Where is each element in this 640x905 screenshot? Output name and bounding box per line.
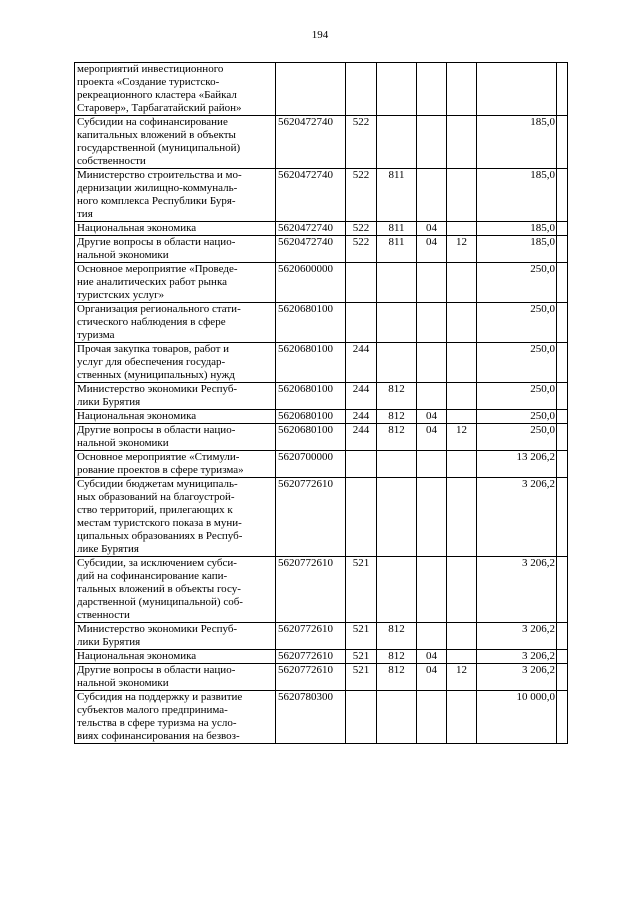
item-name-line: Национальная экономика [77,410,197,422]
item-name-line: субъектов малого предпринима- [77,704,228,716]
expense-type-cell: 522 [346,222,377,236]
expense-type-cell [346,303,377,343]
ministry-code-cell: 812 [377,424,417,451]
section-cell: 04 [417,650,447,664]
amount-cell: 3 206,2 [477,557,557,623]
section-cell [417,343,447,383]
item-name-cell [75,623,276,650]
ministry-code-cell [377,451,417,478]
item-name-line: Старовер», Тарбагатайский район» [77,102,242,114]
item-name-line: Министерство строительства и мо- [77,169,242,181]
section-cell [417,303,447,343]
item-name-line: Национальная экономика [77,222,197,234]
target-code-cell: 5620780300 [276,691,346,744]
subsection-cell [447,63,477,116]
extra-cell [557,424,568,451]
table-body [75,63,568,744]
amount-cell: 250,0 [477,410,557,424]
amount-cell: 10 000,0 [477,691,557,744]
item-name-line: нальной экономики [77,437,169,449]
target-code-cell: 5620680100 [276,424,346,451]
extra-cell [557,410,568,424]
item-name-line: Национальная экономика [77,650,197,662]
target-code-cell: 5620772610 [276,623,346,650]
table-row [75,263,568,303]
section-cell [417,451,447,478]
item-name-line: Основное мероприятие «Проведе- [77,263,238,275]
amount-cell: 185,0 [477,222,557,236]
extra-cell [557,222,568,236]
expense-type-cell [346,263,377,303]
expense-type-cell: 244 [346,410,377,424]
ministry-code-cell: 812 [377,650,417,664]
item-name-line: ство территорий, прилегающих к [77,504,233,516]
item-name-cell [75,451,276,478]
amount-cell: 185,0 [477,169,557,222]
table-row [75,623,568,650]
amount-cell: 250,0 [477,383,557,410]
expense-type-cell [346,691,377,744]
item-name-line: дарственной (муниципальной) соб- [77,596,243,608]
item-name-line: лике Бурятия [77,543,139,555]
extra-cell [557,664,568,691]
subsection-cell [447,410,477,424]
item-name-cell [75,263,276,303]
item-name-line: государственной (муниципальной) [77,142,241,154]
item-name-line: Министерство экономики Респуб- [77,383,238,395]
item-name-line: Субсидии бюджетам муниципаль- [77,478,238,490]
item-name-line: Прочая закупка товаров, работ и [77,343,230,355]
section-cell [417,623,447,650]
amount-cell: 3 206,2 [477,623,557,650]
item-name-line: ного комплекса Республики Буря- [77,195,236,207]
item-name-cell [75,557,276,623]
budget-table [74,62,568,744]
subsection-cell [447,263,477,303]
table-row [75,478,568,557]
extra-cell [557,236,568,263]
ministry-code-cell [377,478,417,557]
amount-cell: 250,0 [477,343,557,383]
extra-cell [557,263,568,303]
target-code-cell: 5620772610 [276,650,346,664]
item-name-line: проекта «Создание туристско- [77,76,220,88]
ministry-code-cell: 811 [377,236,417,263]
table-row [75,664,568,691]
ministry-code-cell: 812 [377,410,417,424]
target-code-cell: 5620772610 [276,664,346,691]
item-name-line: тальных вложений в объекты госу- [77,583,241,595]
subsection-cell [447,451,477,478]
section-cell [417,691,447,744]
item-name-line: собственности [77,155,146,167]
item-name-line: ственных (муниципальных) нужд [77,369,235,381]
item-name-cell [75,63,276,116]
item-name-line: тия [77,208,93,220]
item-name-line: ние аналитических работ рынка [77,276,228,288]
subsection-cell: 12 [447,424,477,451]
table-row [75,410,568,424]
item-name-line: ных образований на благоустрой- [77,491,235,503]
amount-cell: 3 206,2 [477,664,557,691]
item-name-line: Организация регионального стати- [77,303,241,315]
amount-cell: 250,0 [477,303,557,343]
item-name-cell [75,691,276,744]
target-code-cell: 5620472740 [276,236,346,263]
ministry-code-cell [377,116,417,169]
table-row [75,63,568,116]
item-name-line: Другие вопросы в области нацио- [77,664,236,676]
item-name-cell [75,478,276,557]
section-cell: 04 [417,236,447,263]
subsection-cell [447,343,477,383]
table-row [75,222,568,236]
item-name-line: стического наблюдения в сфере [77,316,226,328]
item-name-cell [75,303,276,343]
subsection-cell [447,623,477,650]
subsection-cell [447,478,477,557]
target-code-cell: 5620700000 [276,451,346,478]
extra-cell [557,650,568,664]
item-name-line: дий на софинансирование капи- [77,570,228,582]
target-code-cell: 5620680100 [276,383,346,410]
item-name-cell [75,169,276,222]
item-name-line: рование проектов в сфере туризма» [77,464,244,476]
item-name-line: рекреационного кластера «Байкал [77,89,237,101]
target-code-cell: 5620680100 [276,303,346,343]
subsection-cell: 12 [447,236,477,263]
ministry-code-cell [377,343,417,383]
section-cell [417,63,447,116]
extra-cell [557,343,568,383]
section-cell [417,116,447,169]
target-code-cell: 5620472740 [276,169,346,222]
expense-type-cell: 244 [346,383,377,410]
expense-type-cell [346,63,377,116]
extra-cell [557,557,568,623]
subsection-cell [447,557,477,623]
item-name-cell [75,116,276,169]
subsection-cell [447,222,477,236]
subsection-cell [447,383,477,410]
extra-cell [557,623,568,650]
expense-type-cell: 521 [346,557,377,623]
target-code-cell [276,63,346,116]
page-number: 194 [311,29,329,41]
item-name-line: Основное мероприятие «Стимули- [77,451,240,463]
item-name-line: Другие вопросы в области нацио- [77,424,236,436]
section-cell [417,478,447,557]
amount-cell: 13 206,2 [477,451,557,478]
item-name-line: Субсидии, за исключением субси- [77,557,237,569]
amount-cell: 3 206,2 [477,650,557,664]
ministry-code-cell [377,303,417,343]
table-row [75,236,568,263]
extra-cell [557,116,568,169]
ministry-code-cell [377,63,417,116]
item-name-cell [75,410,276,424]
subsection-cell [447,691,477,744]
item-name-line: капитальных вложений в объекты [77,129,236,141]
section-cell: 04 [417,222,447,236]
amount-cell: 250,0 [477,424,557,451]
extra-cell [557,383,568,410]
ministry-code-cell: 812 [377,664,417,691]
table-row [75,424,568,451]
amount-cell: 185,0 [477,236,557,263]
item-name-line: услуг для обеспечения государ- [77,356,226,368]
table-row [75,303,568,343]
target-code-cell: 5620472740 [276,222,346,236]
item-name-cell [75,343,276,383]
item-name-cell [75,236,276,263]
section-cell [417,263,447,303]
ministry-code-cell: 811 [377,222,417,236]
table-row [75,650,568,664]
subsection-cell [447,169,477,222]
item-name-line: лики Бурятия [77,396,141,408]
table-row [75,691,568,744]
item-name-line: Субсидия на поддержку и развитие [77,691,243,703]
item-name-line: туристских услуг» [77,289,165,301]
extra-cell [557,63,568,116]
item-name-line: ственности [77,609,130,621]
item-name-cell [75,650,276,664]
item-name-cell [75,383,276,410]
expense-type-cell [346,478,377,557]
item-name-line: ципальных образованиях в Респуб- [77,530,243,542]
amount-cell: 250,0 [477,263,557,303]
item-name-line: Субсидии на софинансирование [77,116,228,128]
target-code-cell: 5620680100 [276,410,346,424]
table-row [75,557,568,623]
table-row [75,116,568,169]
expense-type-cell: 521 [346,650,377,664]
item-name-cell [75,222,276,236]
item-name-line: виях софинансирования на безвоз- [77,730,240,742]
item-name-line: лики Бурятия [77,636,141,648]
subsection-cell [447,116,477,169]
amount-cell: 185,0 [477,116,557,169]
expense-type-cell [346,451,377,478]
item-name-line: мероприятий инвестиционного [77,63,224,75]
item-name-line: нальной экономики [77,249,169,261]
section-cell [417,557,447,623]
item-name-cell [75,424,276,451]
target-code-cell: 5620600000 [276,263,346,303]
subsection-cell: 12 [447,664,477,691]
ministry-code-cell [377,263,417,303]
expense-type-cell: 522 [346,236,377,263]
section-cell [417,169,447,222]
expense-type-cell: 522 [346,116,377,169]
ministry-code-cell [377,691,417,744]
item-name-line: туризма [77,329,115,341]
item-name-line: местам туристского показа в муни- [77,517,242,529]
subsection-cell [447,650,477,664]
extra-cell [557,691,568,744]
item-name-line: дернизации жилищно-коммуналь- [77,182,238,194]
target-code-cell: 5620680100 [276,343,346,383]
section-cell: 04 [417,664,447,691]
item-name-line: Министерство экономики Респуб- [77,623,238,635]
section-cell: 04 [417,410,447,424]
expense-type-cell: 244 [346,343,377,383]
item-name-line: Другие вопросы в области нацио- [77,236,236,248]
ministry-code-cell [377,557,417,623]
extra-cell [557,478,568,557]
table-row [75,383,568,410]
target-code-cell: 5620472740 [276,116,346,169]
expense-type-cell: 522 [346,169,377,222]
ministry-code-cell: 812 [377,383,417,410]
extra-cell [557,169,568,222]
table-row [75,169,568,222]
item-name-line: нальной экономики [77,677,169,689]
table-row [75,451,568,478]
expense-type-cell: 244 [346,424,377,451]
section-cell [417,383,447,410]
ministry-code-cell: 812 [377,623,417,650]
subsection-cell [447,303,477,343]
extra-cell [557,303,568,343]
amount-cell [477,63,557,116]
amount-cell: 3 206,2 [477,478,557,557]
section-cell: 04 [417,424,447,451]
item-name-line: тельства в сфере туризма на усло- [77,717,237,729]
target-code-cell: 5620772610 [276,557,346,623]
item-name-cell [75,664,276,691]
table-row [75,343,568,383]
extra-cell [557,451,568,478]
ministry-code-cell: 811 [377,169,417,222]
expense-type-cell: 521 [346,623,377,650]
target-code-cell: 5620772610 [276,478,346,557]
expense-type-cell: 521 [346,664,377,691]
